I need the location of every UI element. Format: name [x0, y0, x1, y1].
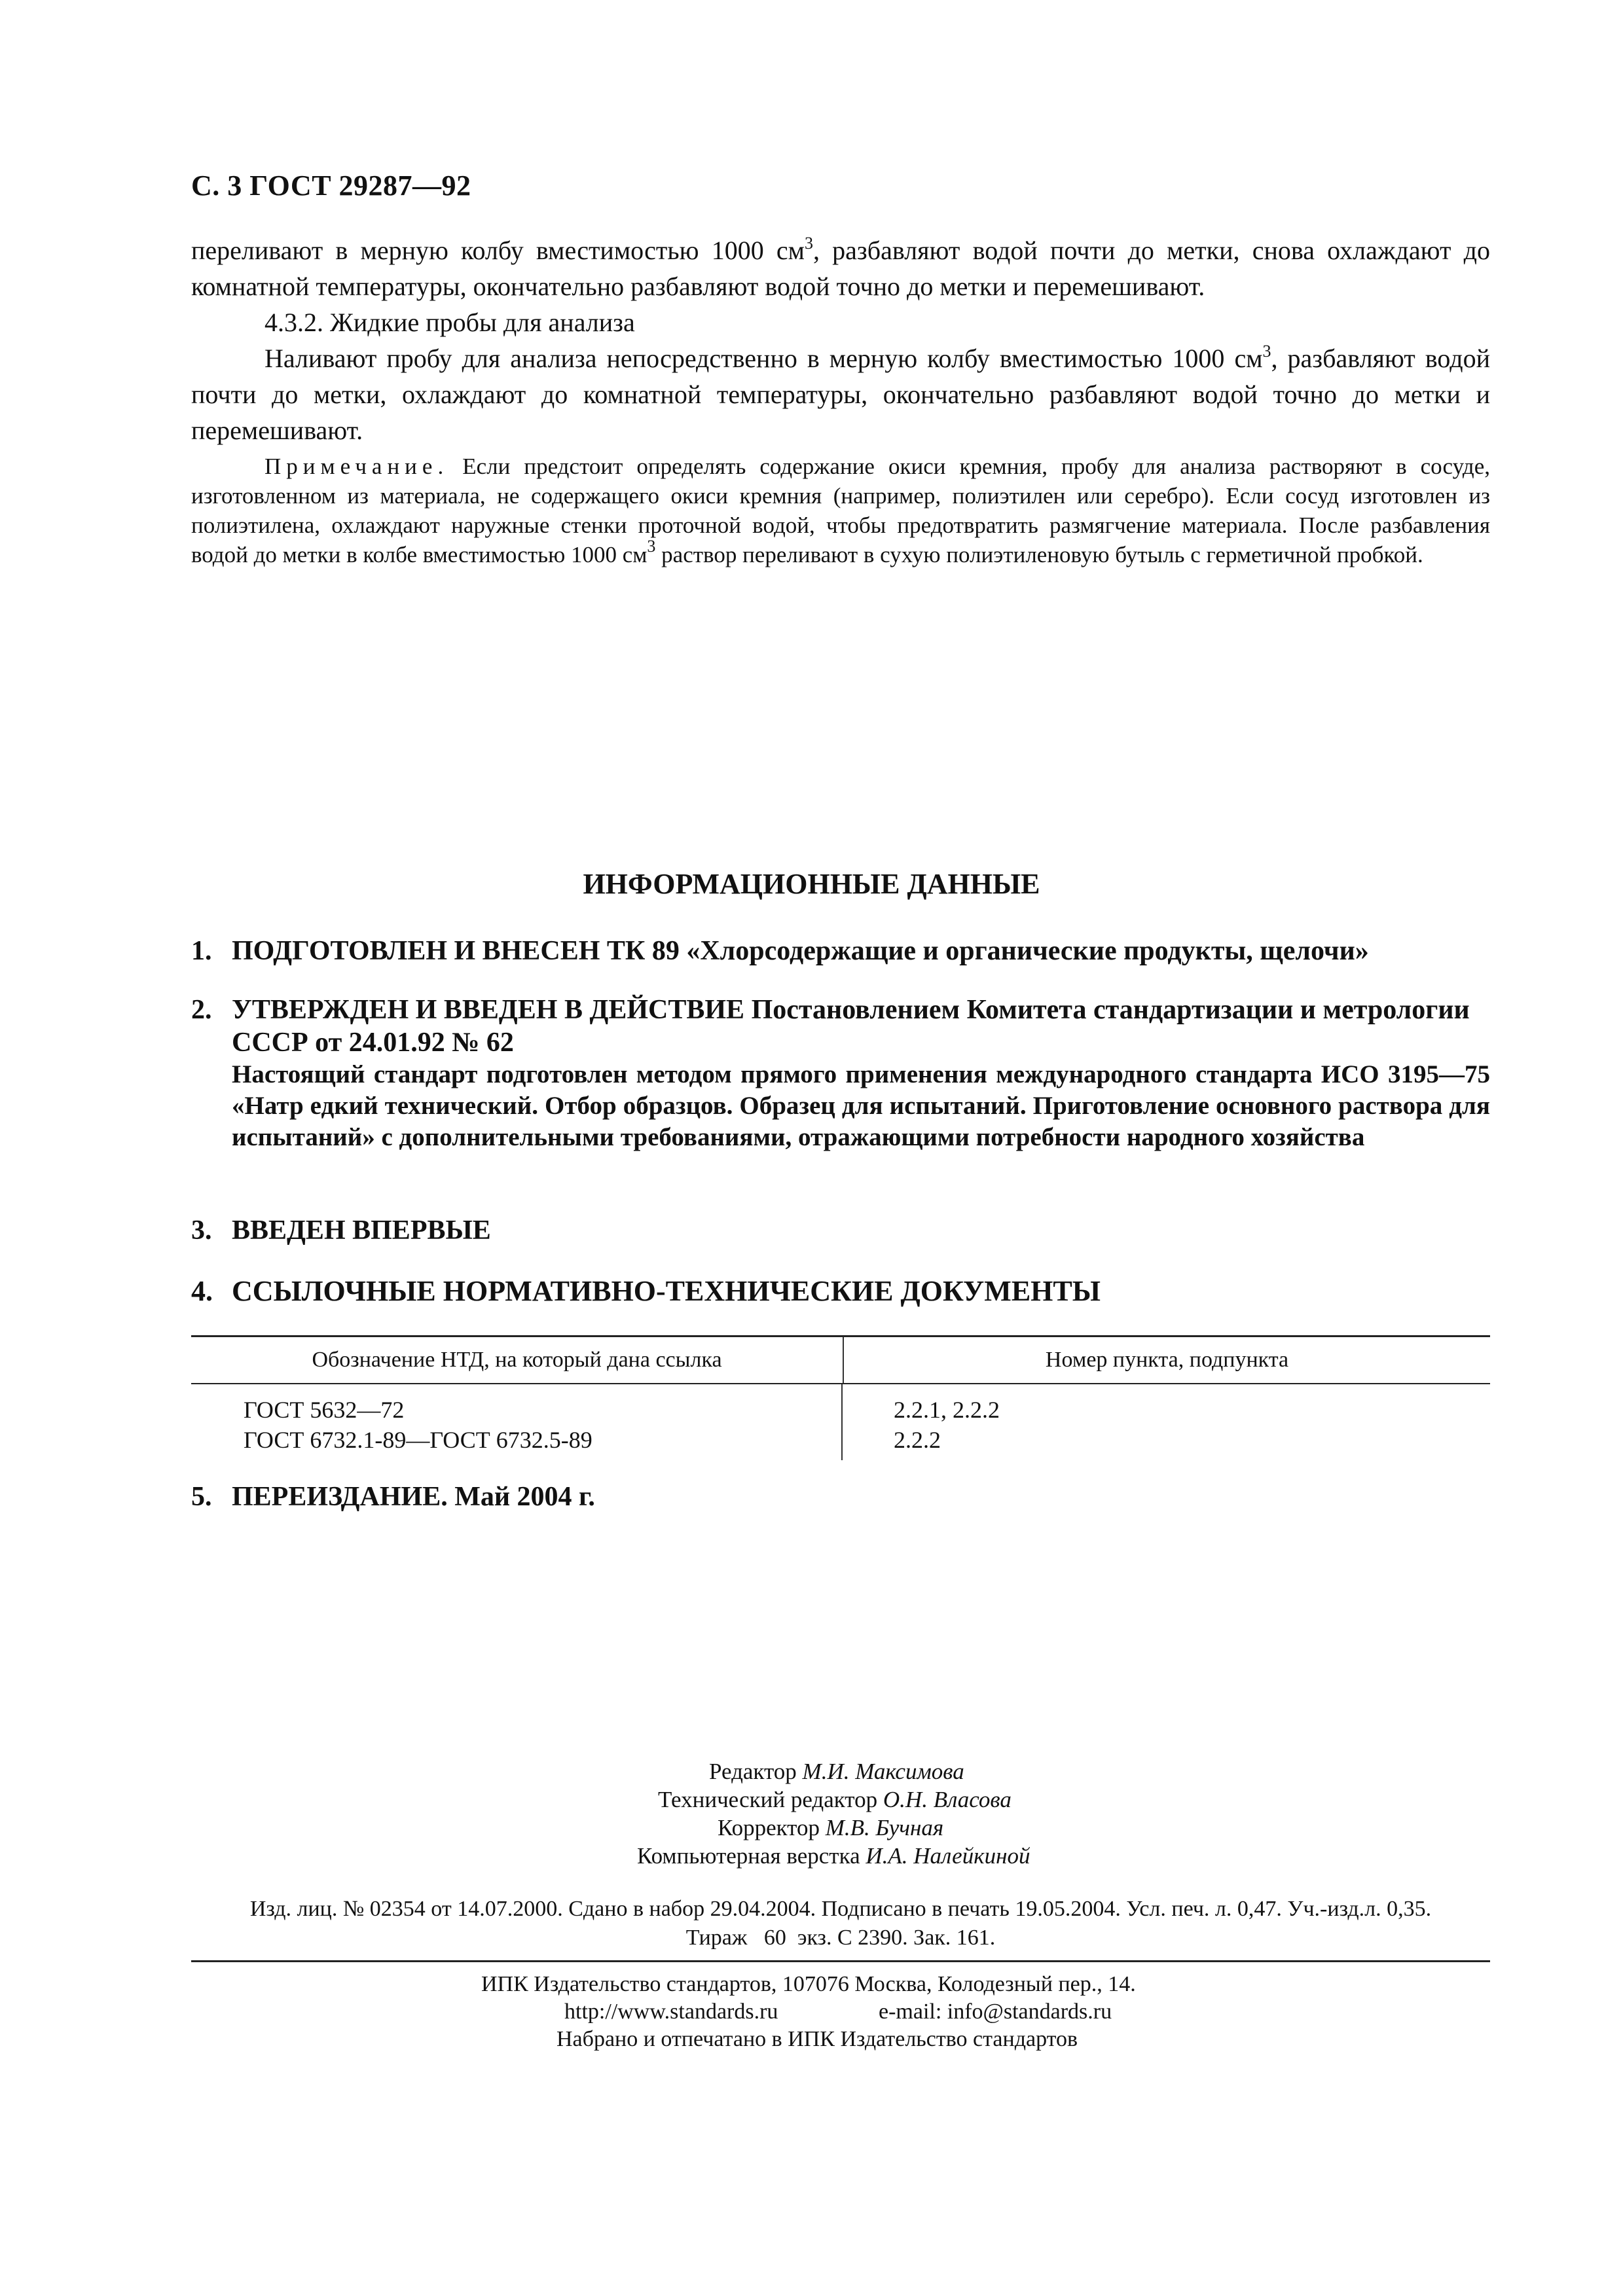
- paragraph-2: [191, 340, 1490, 448]
- item-number: 1.: [191, 936, 212, 966]
- item-text: ПОДГОТОВЛЕН И ВНЕСЕН ТК 89 «Хлорсодержащие и органические продукты, щелочи»: [232, 936, 1369, 966]
- superscript: 3: [1262, 342, 1271, 361]
- credit-corrector: [718, 1814, 943, 1842]
- note-paragraph: [191, 452, 1490, 569]
- table-header-clause: Номер пункта, подпункта: [1045, 1348, 1289, 1372]
- doc-ref-2: ГОСТ 6732.1-89—ГОСТ 6732.5-89: [244, 1427, 593, 1453]
- credit-name: О.Н. Власова: [883, 1787, 1012, 1812]
- clause-ref-1: 2.2.1, 2.2.2: [894, 1397, 1000, 1423]
- item-number: 4.: [191, 1275, 213, 1307]
- credit-name: М.И. Максимова: [802, 1759, 964, 1784]
- table-header-row: [191, 1337, 1490, 1383]
- paragraph-2-text-cont: , разбавляют водой почти до метки, охлаждают до комнатной температуры, окончательно разбавляют водой точно до метки и перемешивают.: [191, 344, 1491, 445]
- item-text: УТВЕРЖДЕН И ВВЕДЕН В ДЕЙСТВИЕ Постановлением Комитета стандартизации и метрологии СССР от 24.01.92 № 62: [232, 995, 1470, 1058]
- credit-name: М.В. Бучная: [825, 1815, 944, 1840]
- item-subtext: Настоящий стандарт подготовлен методом прямого применения международного стандарта ИСО 3195—75 «Натр едкий технический. Отбор образцов. Образец для испытаний. Приготовление основного раствора для испытаний» с дополнительными требованиями, отражающими потребности народного хозяйства: [232, 1060, 1490, 1151]
- credit-role: Редактор: [709, 1759, 797, 1784]
- credit-tech-editor: [658, 1785, 1012, 1814]
- item-text: ВВЕДЕН ВПЕРВЫЕ: [232, 1215, 491, 1246]
- paragraph-1: [191, 232, 1490, 304]
- clause-ref-2: 2.2.2: [894, 1427, 941, 1453]
- table-header-doc: Обозначение НТД, на который дана ссылка: [191, 1337, 844, 1383]
- note-text-cont: раствор переливают в сухую полиэтиленовую бутыль с герметичной пробкой.: [655, 542, 1423, 567]
- item-number: 2.: [191, 995, 212, 1025]
- info-section-title: ИНФОРМАЦИОННЫЕ ДАННЫЕ: [583, 868, 1040, 900]
- info-item-3: [191, 1214, 1490, 1247]
- publisher-address: ИПК Издательство стандартов, 107076 Москва, Колодезный пер., 14.: [481, 1972, 1136, 1996]
- paragraph-1-text-cont: , разбавляют водой почти до метки, снова охлаждают до комнатной температуры, окончательно разбавляют водой точно до метки и перемешивают.: [191, 236, 1491, 301]
- info-item-1: [191, 935, 1490, 967]
- credit-role: Технический редактор: [658, 1787, 878, 1812]
- credit-editor: [709, 1757, 964, 1786]
- reference-table: [191, 1335, 1490, 1460]
- item-number: 5.: [191, 1482, 212, 1512]
- info-item-2: [191, 994, 1490, 1153]
- item-text: ПЕРЕИЗДАНИЕ. Май 2004 г.: [232, 1482, 595, 1512]
- note-text: Если предстоит определять содержание окиси кремния, пробу для анализа растворяют в сосуде, изготовленном из материала, не содержащего окиси кремния (например, полиэтилен или серебро). Если сосуд изготовлен из полиэтилена, охлаждают наружные стенки проточной водой, чтобы предотвратить размягчение материала. После разбавления водой до метки в колбе вместимостью 1000 см: [191, 454, 1490, 567]
- imprint-line-2: Тираж 60 экз. С 2390. Зак. 161.: [685, 1926, 996, 1950]
- table-row: [191, 1384, 1490, 1460]
- item-text: ССЫЛОЧНЫЕ НОРМАТИВНО-ТЕХНИЧЕСКИЕ ДОКУМЕНТЫ: [232, 1275, 1101, 1307]
- doc-ref-1: ГОСТ 5632—72: [244, 1397, 405, 1423]
- info-item-4: [191, 1275, 1490, 1308]
- paragraph-2-text: Наливают пробу для анализа непосредственно в мерную колбу вместимостью 1000 см: [264, 344, 1263, 373]
- table-cell-doc: [191, 1384, 843, 1460]
- credit-layout: [637, 1842, 1030, 1871]
- body-text: [191, 232, 1490, 448]
- paragraph-1-text: переливают в мерную колбу вместимостью 1000 см: [191, 236, 805, 265]
- footer-rule: [191, 1960, 1490, 1962]
- superscript: 3: [804, 234, 813, 253]
- publisher-printed-note: Набрано и отпечатано в ИПК Издательство стандартов: [556, 2027, 1078, 2051]
- page-header: С. 3 ГОСТ 29287—92: [191, 170, 471, 202]
- superscript: 3: [647, 537, 656, 556]
- credit-name: И.А. Налейкиной: [866, 1843, 1030, 1869]
- credit-role: Компьютерная верстка: [637, 1843, 860, 1869]
- publisher-website-link[interactable]: http://www.standards.ru: [564, 2000, 778, 2024]
- info-item-5: [191, 1480, 1490, 1513]
- section-4-3-2-heading: 4.3.2. Жидкие пробы для анализа: [264, 308, 635, 337]
- imprint-block: [191, 1895, 1490, 1952]
- imprint-line-1: Изд. лиц. № 02354 от 14.07.2000. Сдано в набор 29.04.2004. Подписано в печать 19.05.2004. Усл. печ. л. 0,47. Уч.-изд.л. 0,35.: [249, 1897, 1432, 1921]
- item-number: 3.: [191, 1215, 212, 1246]
- table-cell-clause: [843, 1384, 1490, 1460]
- publisher-email-link[interactable]: e-mail: info@standards.ru: [879, 2000, 1112, 2024]
- credit-role: Корректор: [718, 1815, 820, 1840]
- note-label: Примечание.: [264, 454, 449, 479]
- note-block: [191, 452, 1490, 569]
